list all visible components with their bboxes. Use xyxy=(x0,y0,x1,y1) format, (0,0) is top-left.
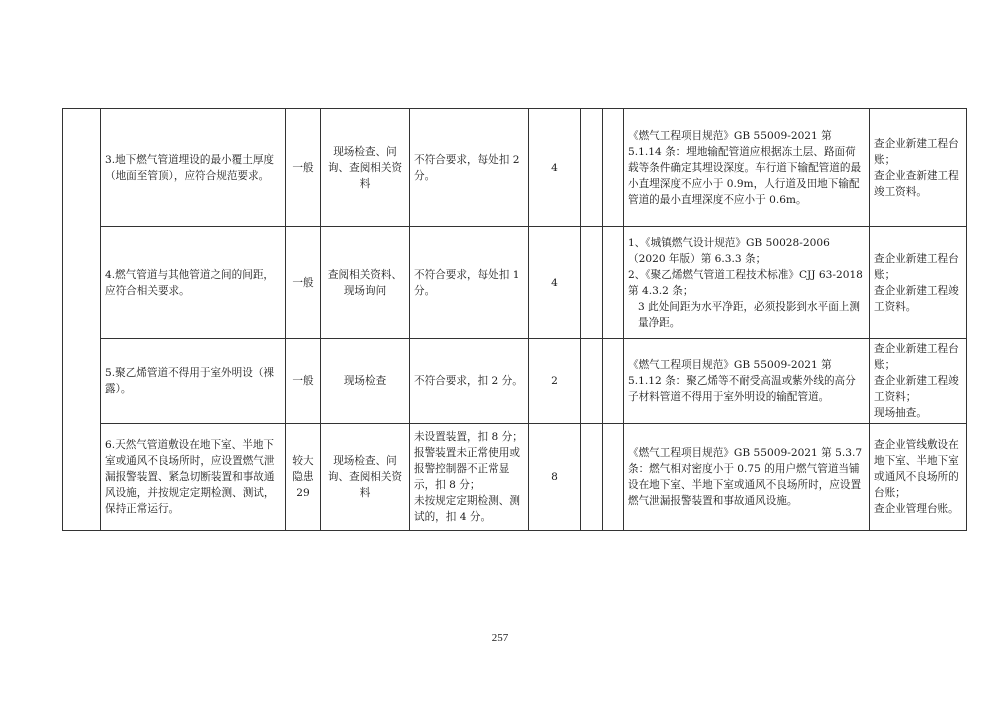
deduction-line: 未按规定定期检测、测试的，扣 4 分。 xyxy=(414,495,520,523)
check-way-line: 查企业查新建工程竣工资料。 xyxy=(874,169,959,198)
basis-line: 1、《城镇燃气设计规范》GB 50028-2006（2020 年版）第 6.3.3 条； xyxy=(628,236,830,265)
score: 8 xyxy=(529,424,581,531)
deduction-line: 未设置装置，扣 8 分； xyxy=(414,431,523,443)
hazard-level: 一般 xyxy=(286,109,321,227)
basis xyxy=(624,109,870,227)
check-method: 现场检查 xyxy=(321,339,410,424)
check-way-line: 查企业新建工程台账； xyxy=(874,137,959,166)
hazard-level: 一般 xyxy=(286,339,321,424)
basis xyxy=(624,227,870,339)
deduction-rule xyxy=(410,227,529,339)
inspection-table xyxy=(62,108,967,531)
table-row xyxy=(63,424,967,531)
check-way-line: 查企业新建工程台账； xyxy=(874,343,959,371)
check-method: 现场检查、问询、查阅相关资料 xyxy=(321,109,410,227)
table-row xyxy=(63,227,967,339)
hazard-level: 较大隐患29 xyxy=(286,424,321,531)
check-way-line: 查企业管理台账。 xyxy=(874,503,959,515)
check-item: 3.地下燃气管道埋设的最小覆土厚度（地面至管顶），应符合规范要求。 xyxy=(101,109,286,227)
basis xyxy=(624,424,870,531)
score: 4 xyxy=(529,109,581,227)
remark-cell xyxy=(603,339,624,424)
score: 2 xyxy=(529,339,581,424)
actual-score-cell xyxy=(581,339,603,424)
check-item: 5.聚乙烯管道不得用于室外明设（裸露）。 xyxy=(101,339,286,424)
deduction-line: 不符合要求，每处扣 1 分。 xyxy=(414,268,520,297)
basis xyxy=(624,339,870,424)
basis-line: 《燃气工程项目规范》GB 55009-2021 第 5.1.14 条：埋地输配管道应根据冻土层、路面荷载等条件确定其埋设深度。车行道下输配管道的最小直埋深度不应小于 0.9m，人行道及田地下输配管道的最小直埋深度不应小于 0.6m。 xyxy=(628,129,862,206)
deduction-line: 报警装置未正常使用或报警控制器不正常显示，扣 8 分； xyxy=(414,447,520,491)
basis-line: 2、《聚乙烯燃气管道工程技术标准》CJJ 63-2018 第 4.3.2 条； xyxy=(628,268,863,297)
remark-cell xyxy=(603,109,624,227)
check-way xyxy=(870,227,967,339)
check-item: 6.天然气管道敷设在地下室、半地下室或通风不良场所时，应设置燃气泄漏报警装置、紧急切断装置和事故通风设施，并按规定定期检测、测试，保持正常运行。 xyxy=(101,424,286,531)
actual-score-cell xyxy=(581,424,603,531)
deduction-rule xyxy=(410,109,529,227)
deduction-rule xyxy=(410,424,529,531)
deduction-line: 不符合要求，每处扣 2 分。 xyxy=(414,153,520,182)
check-item: 4.燃气管道与其他管道之间的间距，应符合相关要求。 xyxy=(101,227,286,339)
deduction-line: 不符合要求，扣 2 分。 xyxy=(414,375,523,387)
deduction-rule xyxy=(410,339,529,424)
page-number: 257 xyxy=(491,632,509,644)
check-way xyxy=(870,339,967,424)
basis-line: 3 此处间距为水平净距，必须投影到水平面上测量净距。 xyxy=(638,300,860,329)
hazard-level: 一般 xyxy=(286,227,321,339)
table-row xyxy=(63,109,967,227)
check-way-line: 查企业新建工程台账； xyxy=(874,252,959,281)
check-way-line: 查企业新建工程竣工资料； xyxy=(874,375,959,403)
check-method: 现场检查、问询、查阅相关资料 xyxy=(321,424,410,531)
actual-score-cell xyxy=(581,109,603,227)
check-method: 查阅相关资料、现场询问 xyxy=(321,227,410,339)
basis-line: 《燃气工程项目规范》GB 55009-2021 第 5.3.7 条：燃气相对密度小于 0.75 的用户燃气管道当铺设在地下室、半地下室或通风不良场所时，应设置燃气泄漏报警装置和事故通风设施。 xyxy=(628,447,863,507)
basis-line: 《燃气工程项目规范》GB 55009-2021 第 5.1.12 条：聚乙烯等不耐受高温或紫外线的高分子材料管道不得用于室外明设的输配管道。 xyxy=(628,359,856,403)
check-way-line: 查企业新建工程竣工资料。 xyxy=(874,284,959,313)
actual-score-cell xyxy=(581,227,603,339)
table-row xyxy=(63,339,967,424)
check-way-line: 查企业管线敷设在地下室、半地下室或通风不良场所的台账； xyxy=(874,439,959,499)
category-cell xyxy=(63,109,101,531)
check-way xyxy=(870,424,967,531)
score: 4 xyxy=(529,227,581,339)
check-way-line: 现场抽查。 xyxy=(874,407,927,419)
remark-cell xyxy=(603,227,624,339)
check-way xyxy=(870,109,967,227)
remark-cell xyxy=(603,424,624,531)
